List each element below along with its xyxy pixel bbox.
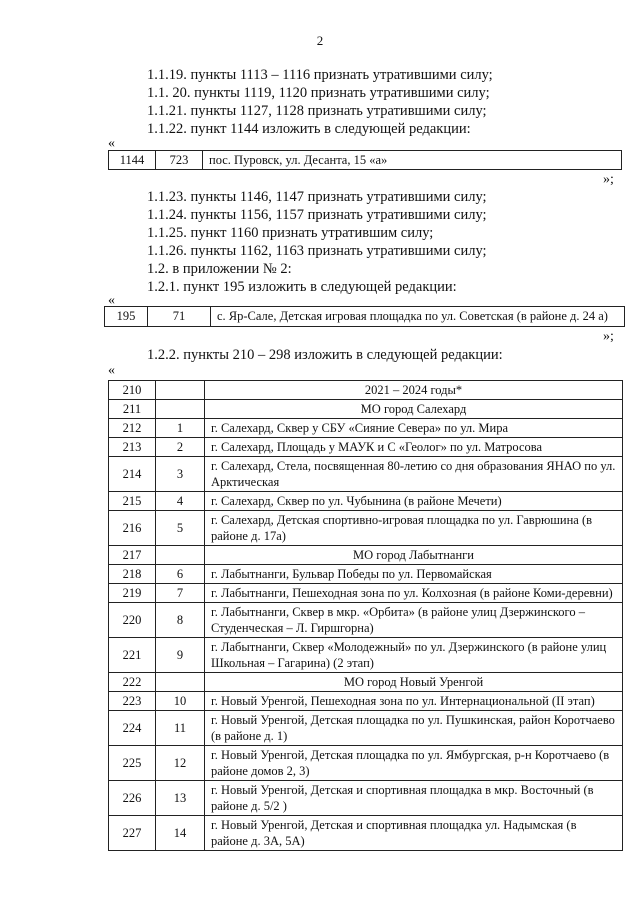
item-1-2: 1.2. в приложении № 2:: [147, 261, 292, 277]
cell-ref: 4: [156, 492, 205, 511]
cell-number: 214: [109, 457, 156, 492]
item-1-1-21: 1.1.21. пункты 1127, 1128 признать утратившими силу;: [147, 103, 487, 119]
cell-number: 195: [105, 307, 148, 327]
cell-number: 227: [109, 816, 156, 851]
cell-number: 220: [109, 603, 156, 638]
cell-text: г. Лабытнанги, Бульвар Победы по ул. Первомайская: [205, 565, 623, 584]
cell-text: МО город Салехард: [205, 400, 623, 419]
quote-close-2: »;: [603, 329, 614, 344]
table-row: [109, 400, 623, 419]
item-1-1-22: 1.1.22. пункт 1144 изложить в следующей редакции:: [147, 121, 471, 137]
quote-open-2: «: [108, 293, 115, 308]
table-row: [109, 511, 623, 546]
cell-text: г. Салехард, Стела, посвященная 80-летию со дня образования ЯНАО по ул. Арктическая: [205, 457, 623, 492]
quote-open: «: [108, 136, 115, 151]
quote-close: »;: [603, 172, 614, 187]
cell-number: 211: [109, 400, 156, 419]
cell-number: 215: [109, 492, 156, 511]
quote-open-3: «: [108, 363, 115, 378]
cell-text: г. Новый Уренгой, Детская площадка по ул. Ямбургская, р-н Коротчаево (в районе домов 2, 3): [205, 746, 623, 781]
table-row: [109, 419, 623, 438]
table-item-195: [104, 306, 625, 327]
cell-ref: 2: [156, 438, 205, 457]
cell-text: г. Салехард, Детская спортивно-игровая площадка по ул. Гаврюшина (в районе д. 17а): [205, 511, 623, 546]
cell-number: 219: [109, 584, 156, 603]
table-row: [109, 457, 623, 492]
cell-ref: 6: [156, 565, 205, 584]
cell-number: 218: [109, 565, 156, 584]
table-row: [109, 603, 623, 638]
table-row: [109, 438, 623, 457]
cell-ref: 7: [156, 584, 205, 603]
table-row: [109, 492, 623, 511]
cell-number: 216: [109, 511, 156, 546]
cell-ref: [156, 546, 205, 565]
cell-ref: 12: [156, 746, 205, 781]
table-row: [109, 638, 623, 673]
cell-number: 212: [109, 419, 156, 438]
cell-ref: 8: [156, 603, 205, 638]
table-row: [109, 711, 623, 746]
item-1-1-26: 1.1.26. пункты 1162, 1163 признать утратившими силу;: [147, 243, 487, 259]
cell-number: 224: [109, 711, 156, 746]
cell-text: с. Яр-Сале, Детская игровая площадка по ул. Советская (в районе д. 24 а): [211, 307, 625, 327]
cell-text: 2021 – 2024 годы*: [205, 381, 623, 400]
cell-ref: 14: [156, 816, 205, 851]
cell-number: 221: [109, 638, 156, 673]
cell-ref: [156, 381, 205, 400]
table-row: [109, 546, 623, 565]
item-1-1-25: 1.1.25. пункт 1160 признать утратившим силу;: [147, 225, 434, 241]
cell-number: 226: [109, 781, 156, 816]
cell-text: г. Новый Уренгой, Детская площадка по ул. Пушкинская, район Коротчаево (в районе д. 1): [205, 711, 623, 746]
table-items-210-298: [108, 380, 623, 851]
table-row: [109, 781, 623, 816]
cell-ref: [156, 400, 205, 419]
cell-ref: 3: [156, 457, 205, 492]
cell-ref: 9: [156, 638, 205, 673]
cell-text: МО город Лабытнанги: [205, 546, 623, 565]
item-1-1-20: 1.1. 20. пункты 1119, 1120 признать утратившими силу;: [147, 85, 490, 101]
cell-number: 1144: [109, 151, 156, 170]
cell-text: г. Новый Уренгой, Детская и спортивная площадка в мкр. Восточный (в районе д. 5/2 ): [205, 781, 623, 816]
cell-ref: 723: [156, 151, 203, 170]
item-1-1-19: 1.1.19. пункты 1113 – 1116 признать утратившими силу;: [147, 67, 493, 83]
cell-text: МО город Новый Уренгой: [205, 673, 623, 692]
item-1-2-1: 1.2.1. пункт 195 изложить в следующей редакции:: [147, 279, 457, 295]
cell-text: г. Салехард, Сквер по ул. Чубынина (в районе Мечети): [205, 492, 623, 511]
cell-ref: 10: [156, 692, 205, 711]
cell-ref: 13: [156, 781, 205, 816]
table-row: [109, 151, 622, 170]
table-row: [109, 584, 623, 603]
cell-text: г. Лабытнанги, Сквер «Молодежный» по ул. Дзержинского (в районе улиц Школьная – Гагарина) (2 этап): [205, 638, 623, 673]
cell-text: г. Салехард, Площадь у МАУК и С «Геолог» по ул. Матросова: [205, 438, 623, 457]
cell-text: г. Новый Уренгой, Пешеходная зона по ул. Интернациональной (II этап): [205, 692, 623, 711]
table-row: [109, 816, 623, 851]
table-item-1144: [108, 150, 622, 170]
table-row: [109, 381, 623, 400]
cell-number: 210: [109, 381, 156, 400]
cell-text: г. Салехард, Сквер у СБУ «Сияние Севера» по ул. Мира: [205, 419, 623, 438]
page-number: 2: [316, 33, 324, 48]
table-row: [109, 692, 623, 711]
cell-number: 223: [109, 692, 156, 711]
cell-number: 217: [109, 546, 156, 565]
table-row: [109, 746, 623, 781]
cell-number: 213: [109, 438, 156, 457]
cell-ref: 11: [156, 711, 205, 746]
cell-ref: [156, 673, 205, 692]
cell-ref: 71: [148, 307, 211, 327]
cell-number: 225: [109, 746, 156, 781]
cell-ref: 1: [156, 419, 205, 438]
cell-text: г. Лабытнанги, Пешеходная зона по ул. Колхозная (в районе Коми-деревни): [205, 584, 623, 603]
item-1-1-24: 1.1.24. пункты 1156, 1157 признать утратившими силу;: [147, 207, 487, 223]
table-row: [109, 673, 623, 692]
cell-number: 222: [109, 673, 156, 692]
table-row: [109, 565, 623, 584]
cell-text: пос. Пуровск, ул. Десанта, 15 «а»: [203, 151, 622, 170]
table-row: [105, 307, 625, 327]
item-1-2-2: 1.2.2. пункты 210 – 298 изложить в следующей редакции:: [147, 347, 503, 363]
cell-text: г. Лабытнанги, Сквер в мкр. «Орбита» (в районе улиц Дзержинского – Студенческая – Л. Гиршгорна): [205, 603, 623, 638]
cell-text: г. Новый Уренгой, Детская и спортивная площадка ул. Надымская (в районе д. 3А, 5А): [205, 816, 623, 851]
cell-ref: 5: [156, 511, 205, 546]
item-1-1-23: 1.1.23. пункты 1146, 1147 признать утратившими силу;: [147, 189, 487, 205]
